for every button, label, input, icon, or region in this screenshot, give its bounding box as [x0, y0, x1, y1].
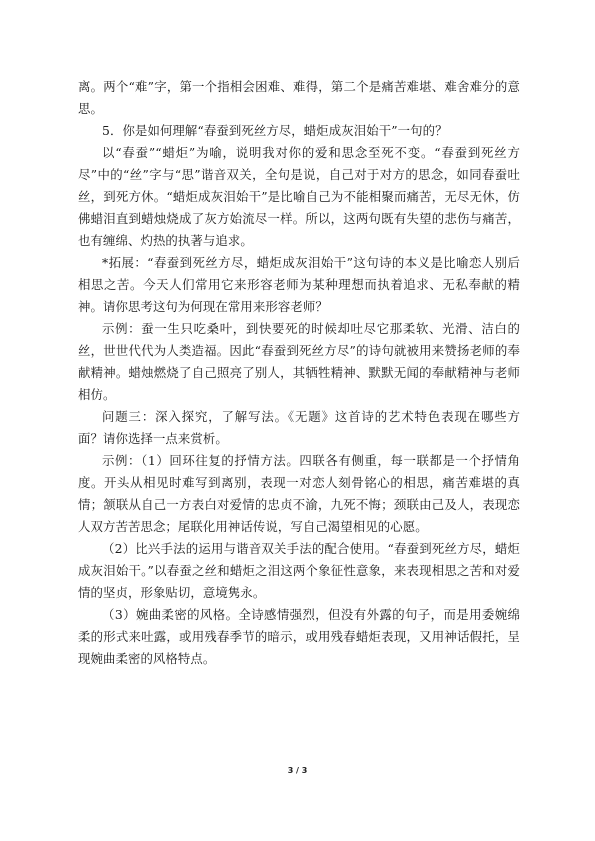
extension-example: 示例：蚕一生只吃桑叶，到快要死的时候却吐尽它那柔软、光滑、洁白的丝，世世代代为人类造福。因此“春蚕到死丝方尽”的诗句就被用来赞扬老师的奉献精神。蜡烛燃烧了自己照亮了别人，其牺牲精神、默默无闻的奉献精神与老师相仿。 [78, 321, 520, 402]
example-point-2: （2）比兴手法的运用与谐音双关手法的配合使用。“春蚕到死丝方尽，蜡炬成灰泪始干。”以春蚕之丝和蜡炬之泪这两个象征性意象，来表现相思之苦和对爱情的坚贞，形象贴切，意境隽永。 [78, 541, 520, 600]
example-point-1: 示例：（1）回环往复的抒情方法。四联各有侧重，每一联都是一个抒情角度。开头从相见时难写到离别，表现一对恋人刻骨铭心的相思，痛苦难堪的真情；颔联从自己一方表白对爱情的忠贞不渝，九死不悔；颈联由己及人，表现恋人双方苦苦思念；尾联化用神话传说，写自己渴望相见的心愿。 [78, 453, 520, 534]
paragraph-continuation: 离。两个“难”字，第一个指相会困难、难得，第二个是痛苦难堪、难舍难分的意思。 [78, 79, 520, 116]
page-number: 3 / 3 [287, 766, 308, 775]
answer-5: 以“春蚕”“蜡炬”为喻，说明我对你的爱和思念至死不变。“春蚕到死丝方尽”中的“丝”字与“思”谐音双关，全句是说，自己对于对方的思念，如同春蚕吐丝，到死方休。“蜡炬成灰泪始干”是比喻自己为不能相聚而痛苦，无尽无休，仿佛蜡泪直到蜡烛烧成了灰方始流尽一样。所以，这两句既有失望的悲伤与痛苦，也有缠绵、灼热的执著与追求。 [78, 145, 520, 248]
document-body [78, 76, 520, 670]
extension-question: *拓展：“春蚕到死丝方尽，蜡炬成灰泪始干”这句诗的本义是比喻恋人别后相思之苦。今天人们常用它来形容老师为某种理想而执着追求、无私奉献的精神。请你思考这句为何现在常用来形容老师？ [78, 255, 520, 314]
question-3: 问题三：深入探究，了解写法。《无题》这首诗的艺术特色表现在哪些方面？请你选择一点来赏析。 [78, 409, 520, 446]
question-5: 5．你是如何理解“春蚕到死丝方尽，蜡炬成灰泪始干”一句的？ [102, 123, 448, 138]
example-point-3: （3）婉曲柔密的风格。全诗感情强烈，但没有外露的句子，而是用委婉绵柔的形式来吐露，或用残春季节的暗示，或用残春蜡炬表现，又用神话假托，呈现婉曲柔密的风格特点。 [78, 607, 520, 666]
